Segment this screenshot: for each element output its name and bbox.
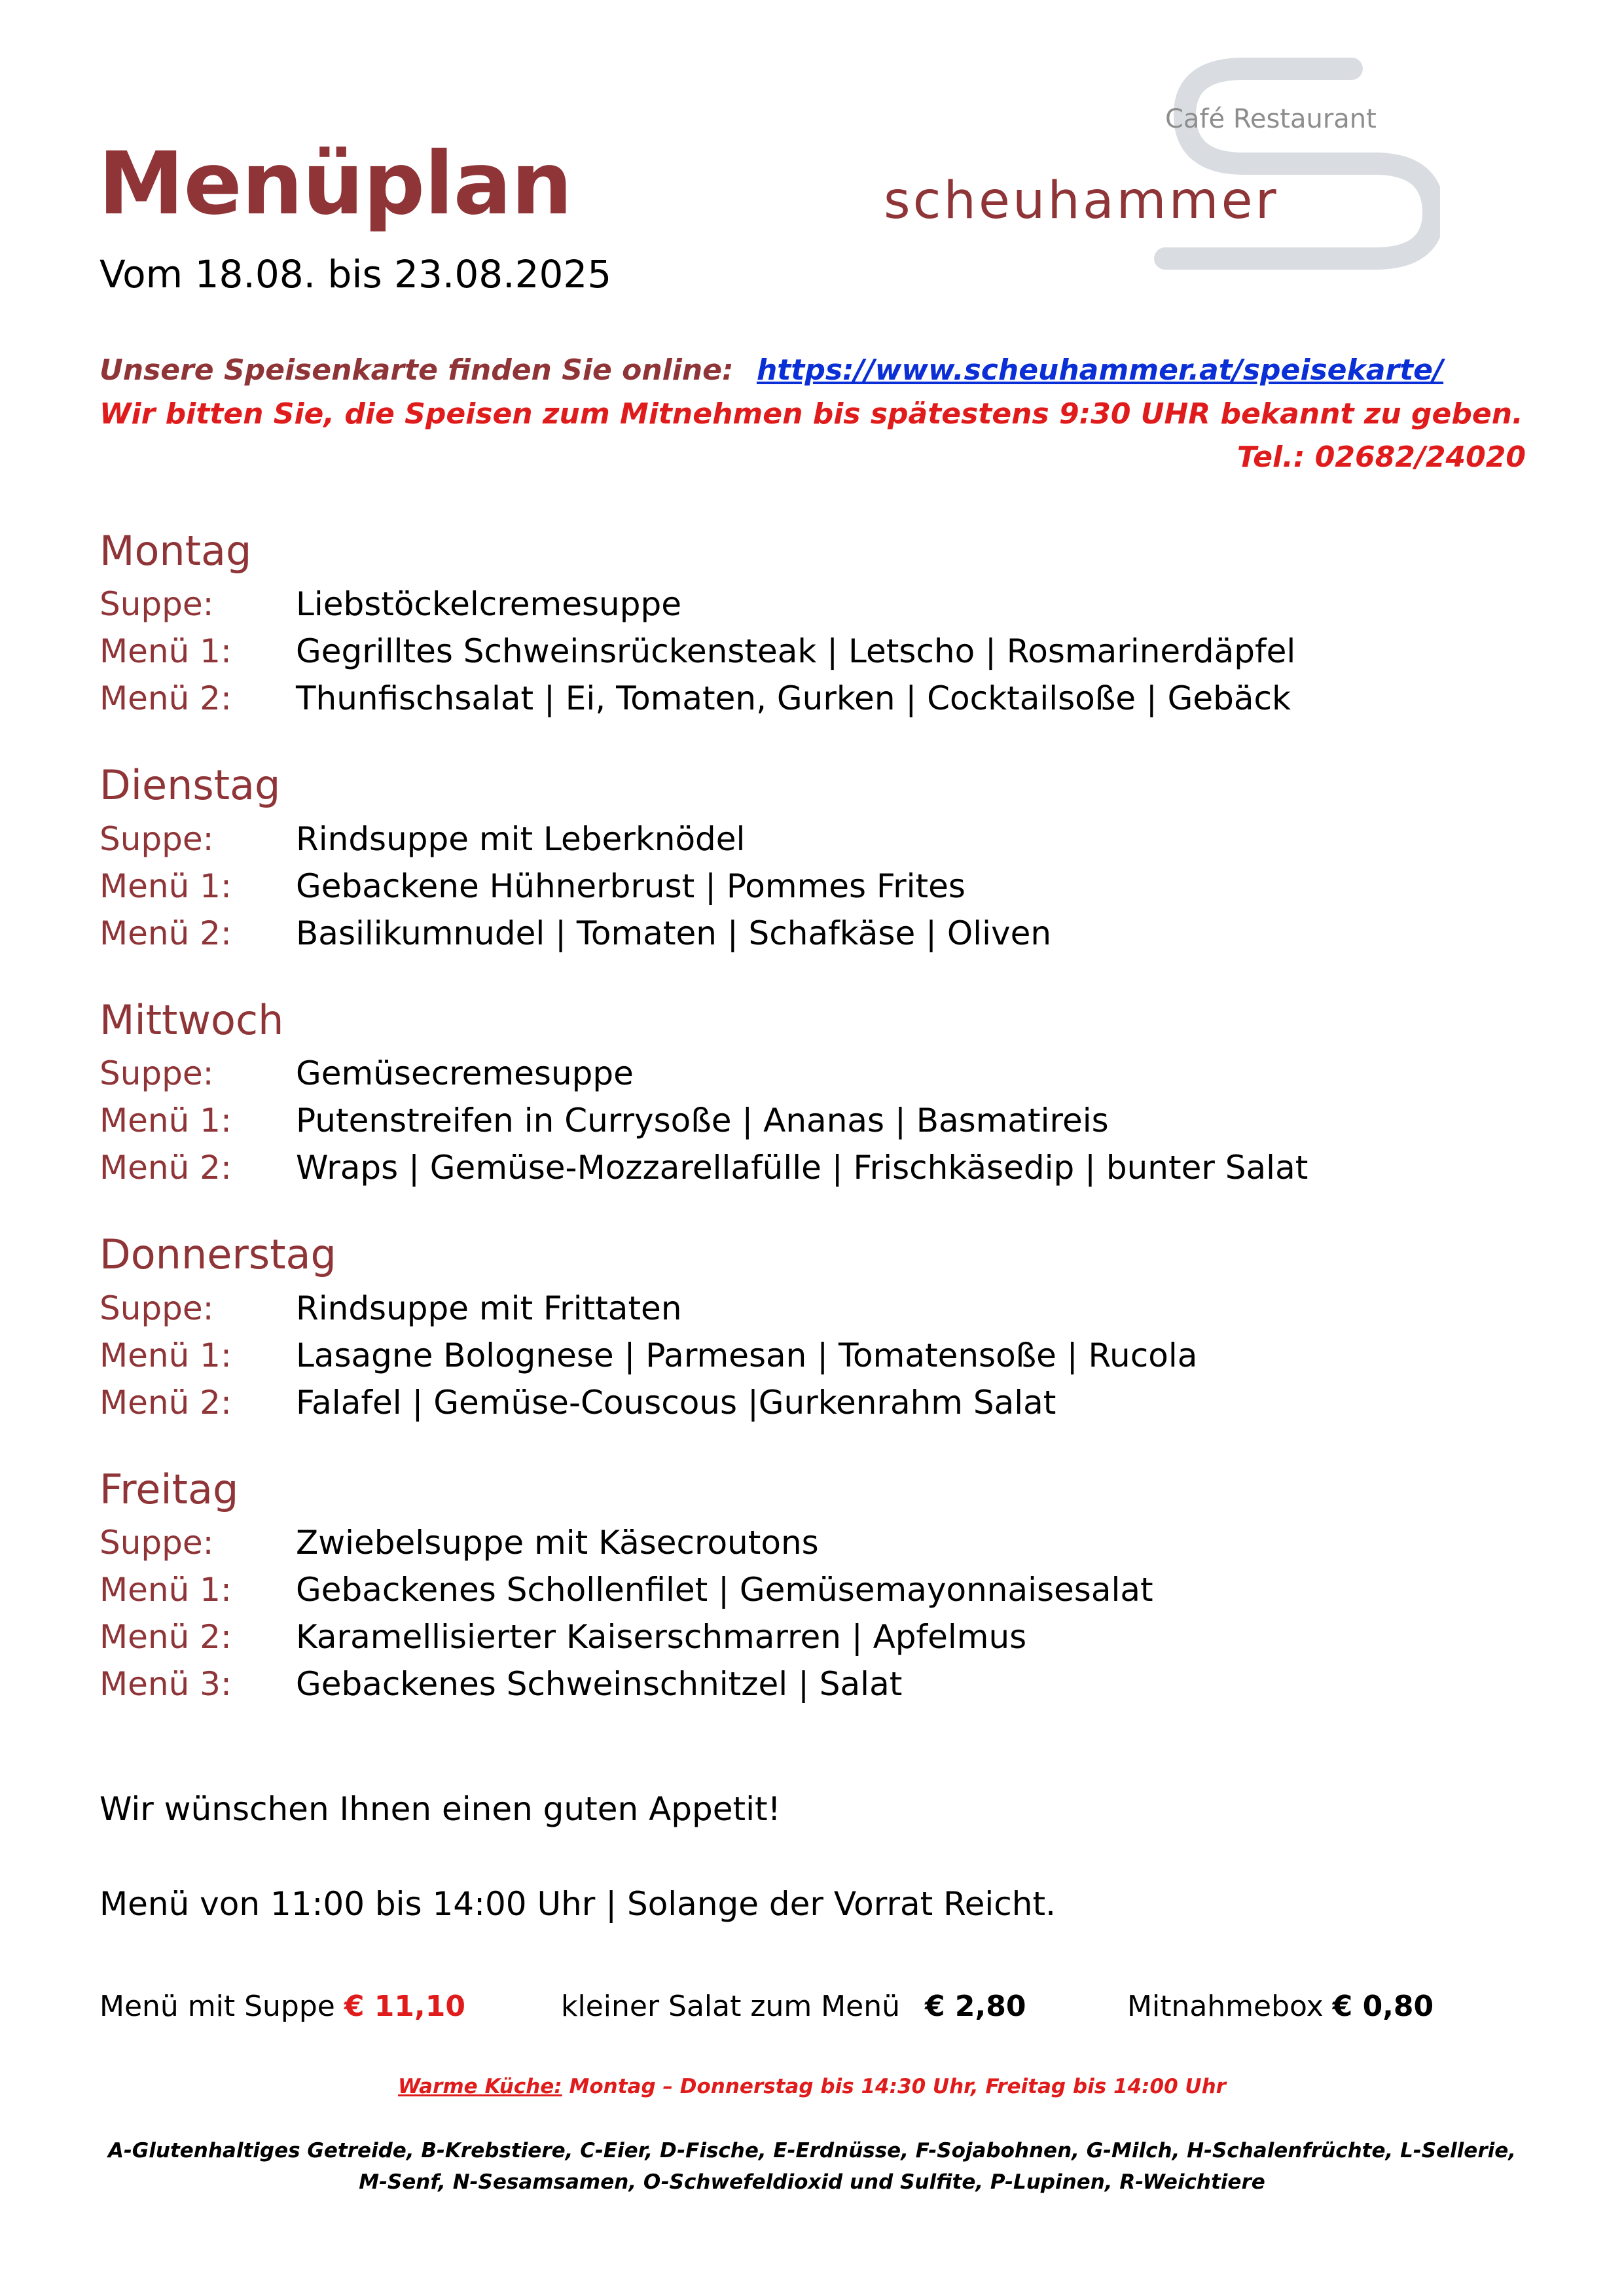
menu-row	[99, 910, 1540, 957]
online-menu-line	[99, 353, 1443, 387]
course-label: Menü 1:	[99, 632, 232, 671]
day-section	[99, 1230, 1540, 1426]
course-label: Menü 2:	[99, 1617, 232, 1656]
price-value: € 11,10	[344, 1990, 465, 2023]
course-label: Menü 1:	[99, 1102, 232, 1140]
menu-row	[99, 1332, 1540, 1379]
dish-name: Karamellisierter Kaiserschmarren | Apfelmus	[296, 1617, 1027, 1656]
day-name: Donnerstag	[99, 1230, 336, 1279]
restaurant-logo	[877, 56, 1440, 272]
phone-number: Tel.: 02682/24020	[1236, 440, 1526, 474]
menu-row	[99, 675, 1540, 722]
dish-name: Rindsuppe mit Leberknödel	[296, 819, 746, 858]
day-name: Montag	[99, 527, 252, 575]
menu-row	[99, 1566, 1540, 1613]
kitchen-times: Montag – Donnerstag bis 14:30 Uhr, Freitag bis 14:00 Uhr	[569, 2075, 1226, 2098]
course-label: Menü 1:	[99, 1570, 232, 1609]
menu-row	[99, 581, 1540, 628]
online-menu-label: Unsere Speisenkarte finden Sie online:	[99, 353, 734, 387]
course-label: Menü 2:	[99, 1383, 232, 1422]
logo-name: scheuhammer	[884, 171, 1279, 230]
menu-row	[99, 1144, 1540, 1191]
menu-row	[99, 816, 1540, 863]
price-label: Mitnahmebox	[1127, 1990, 1324, 2023]
menu-row	[99, 1050, 1540, 1097]
course-label: Menü 1:	[99, 867, 232, 905]
dish-name: Falafel | Gemüse-Couscous |Gurkenrahm Salat	[296, 1383, 1056, 1422]
menu-row	[99, 1379, 1540, 1426]
price-value: € 2,80	[925, 1990, 1026, 2023]
allergen-line: A-Glutenhaltiges Getreide, B-Krebstiere, C-Eier, D-Fische, E-Erdnüsse, F-Sojabohnen, G-Milch, H-Schalenfrüchte, L-Sellerie,	[107, 2139, 1517, 2162]
dish-name: Gebackene Hühnerbrust | Pommes Frites	[296, 867, 965, 905]
serving-hours: Menü von 11:00 bis 14:00 Uhr | Solange der Vorrat Reicht.	[99, 1885, 1056, 1923]
dish-name: Putenstreifen in Currysoße | Ananas | Basmatireis	[296, 1102, 1109, 1140]
menu-link[interactable]: https://www.scheuhammer.at/speisekarte/	[756, 353, 1444, 387]
course-label: Menü 2:	[99, 679, 232, 718]
dish-name: Lasagne Bolognese | Parmesan | Tomatensoße | Rucola	[296, 1336, 1198, 1374]
price-label: Menü mit Suppe	[99, 1990, 335, 2023]
dish-name: Liebstöckelcremesuppe	[296, 585, 681, 624]
day-section	[99, 1465, 1540, 1708]
menu-row	[99, 628, 1540, 675]
course-label: Menü 3:	[99, 1664, 232, 1703]
takeaway-notice: Wir bitten Sie, die Speisen zum Mitnehmen bis spätestens 9:30 UHR bekannt zu geben.	[99, 397, 1523, 431]
dish-name: Gegrilltes Schweinsrückensteak | Letscho | Rosmarinerdäpfel	[296, 632, 1296, 671]
dish-name: Thunfischsalat | Ei, Tomaten, Gurken | Cocktailsoße | Gebäck	[296, 679, 1291, 718]
dish-name: Zwiebelsuppe mit Käsecroutons	[296, 1523, 819, 1562]
day-name: Mittwoch	[99, 996, 284, 1044]
course-label: Suppe:	[99, 585, 214, 624]
day-section	[99, 527, 1540, 722]
kitchen-label: Warme Küche:	[398, 2075, 562, 2098]
allergen-legend	[0, 2135, 1624, 2198]
dish-name: Gebackenes Schweinschnitzel | Salat	[296, 1664, 903, 1703]
menu-row	[99, 1519, 1540, 1566]
page-title: Menüplan	[98, 134, 572, 234]
dish-name: Basilikumnudel | Tomaten | Schafkäse | Oliven	[296, 914, 1052, 952]
menu-row	[99, 1097, 1540, 1144]
logo-subtitle: Café Restaurant	[1165, 104, 1377, 134]
small-salad-price	[561, 1990, 1026, 2023]
day-section	[99, 996, 1540, 1191]
dish-name: Gebackenes Schollenfilet | Gemüsemayonnaisesalat	[296, 1570, 1153, 1609]
kitchen-hours	[0, 2075, 1624, 2098]
allergen-line: M-Senf, N-Sesamsamen, O-Schwefeldioxid und Sulfite, P-Lupinen, R-Weichtiere	[359, 2170, 1265, 2194]
dish-name: Rindsuppe mit Frittaten	[296, 1289, 682, 1327]
course-label: Suppe:	[99, 1054, 214, 1093]
day-name: Dienstag	[99, 761, 281, 810]
day-name: Freitag	[99, 1465, 239, 1513]
price-value: € 0,80	[1332, 1990, 1434, 2023]
date-range: Vom 18.08. bis 23.08.2025	[99, 252, 612, 296]
greeting: Wir wünschen Ihnen einen guten Appetit!	[99, 1790, 781, 1828]
menu-row	[99, 1613, 1540, 1660]
course-label: Suppe:	[99, 1523, 214, 1562]
menu-with-soup-price	[99, 1990, 465, 2023]
menu-row	[99, 1660, 1540, 1708]
course-label: Menü 2:	[99, 1149, 232, 1187]
course-label: Menü 1:	[99, 1336, 232, 1374]
price-label: kleiner Salat zum Menü	[561, 1990, 900, 2023]
course-label: Suppe:	[99, 819, 214, 858]
menu-row	[99, 863, 1540, 910]
weekly-menu	[99, 527, 1540, 1747]
day-section	[99, 761, 1540, 956]
takeaway-box-price	[1127, 1990, 1434, 2023]
menu-row	[99, 1285, 1540, 1332]
dish-name: Gemüsecremesuppe	[296, 1054, 634, 1093]
course-label: Menü 2:	[99, 914, 232, 952]
dish-name: Wraps | Gemüse-Mozzarellafülle | Frischkäsedip | bunter Salat	[296, 1149, 1308, 1187]
course-label: Suppe:	[99, 1289, 214, 1327]
